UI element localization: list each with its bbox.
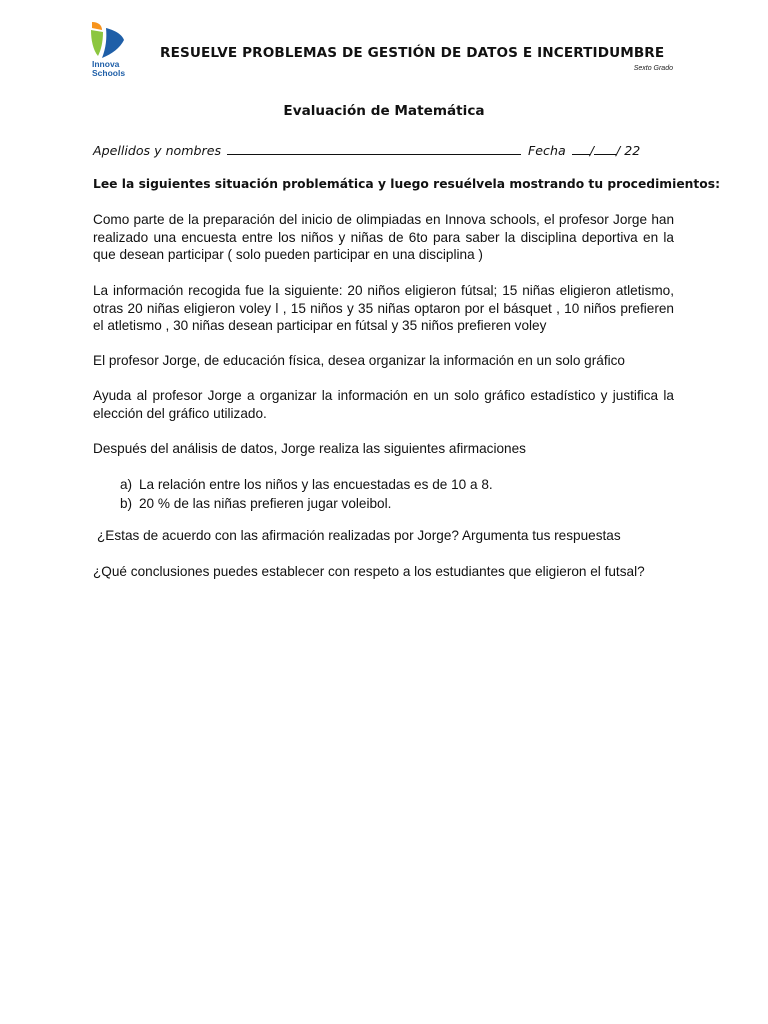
- student-info-line: [93, 142, 640, 158]
- day-blank[interactable]: [572, 142, 590, 155]
- month-blank[interactable]: [594, 142, 616, 155]
- header-title: RESUELVE PROBLEMAS DE GESTIÓN DE DATOS E INCERTIDUMBRE: [160, 45, 665, 61]
- statement-text: 20 % de las niñas prefieren jugar voleibol.: [139, 496, 392, 511]
- statements-list: [120, 475, 493, 513]
- list-item: [120, 475, 493, 494]
- list-marker: a): [120, 477, 133, 492]
- statement-text: La relación entre los niños y las encuestadas es de 10 a 8.: [139, 477, 493, 492]
- innova-schools-logo: [88, 20, 130, 80]
- list-marker: b): [120, 496, 133, 511]
- year-value: 22: [624, 143, 641, 158]
- logo-text-line2: Schools: [92, 68, 126, 78]
- logo-text-line1: Innova: [92, 59, 120, 69]
- paragraph-context: Como parte de la preparación del inicio de olimpiadas en Innova schools, el profesor Jorge han realizado una encuesta entre los niños y niñas de 6to para saber la disciplina deportiva en la que desean participar ( solo pueden participar en una disciplina ): [93, 212, 674, 262]
- paragraph-analysis: Después del análisis de datos, Jorge realiza las siguientes afirmaciones: [93, 441, 526, 456]
- logo-mark-icon: [88, 20, 130, 62]
- exam-title: Evaluación de Matemática: [283, 103, 485, 119]
- name-label: Apellidos y nombres: [93, 143, 222, 158]
- date-label: Fecha: [528, 143, 566, 158]
- date-separator-1: /: [589, 143, 594, 158]
- paragraph-data: La información recogida fue la siguiente: 20 niños eligieron fútsal; 15 niñas eligieron atletismo, otras 20 niñas eligieron voley l , 15 niños y 35 niñas optaron por el básquet , 10 niños prefieren el atletismo , 30 niñas desean participar en fútsal y 35 niños prefieren voley: [93, 283, 674, 333]
- grade-label: Sexto Grado: [633, 65, 673, 72]
- paragraph-task: Ayuda al profesor Jorge a organizar la información en un solo gráfico estadístico y justifica la elección del gráfico utilizado.: [93, 388, 674, 421]
- logo-wordmark: [92, 60, 125, 78]
- date-separator-2: /: [615, 143, 621, 158]
- paragraph-goal: El profesor Jorge, de educación física, desea organizar la información en un solo gráfico: [93, 353, 625, 368]
- instruction-text: Lee la siguientes situación problemática y luego resuélvela mostrando tu procedimientos:: [93, 177, 720, 191]
- question-agreement: ¿Estas de acuerdo con las afirmación realizadas por Jorge? Argumenta tus respuestas: [97, 528, 621, 543]
- name-blank[interactable]: [227, 142, 521, 155]
- question-conclusions: ¿Qué conclusiones puedes establecer con respeto a los estudiantes que eligieron el futsal?: [93, 564, 645, 579]
- list-item: [120, 494, 493, 513]
